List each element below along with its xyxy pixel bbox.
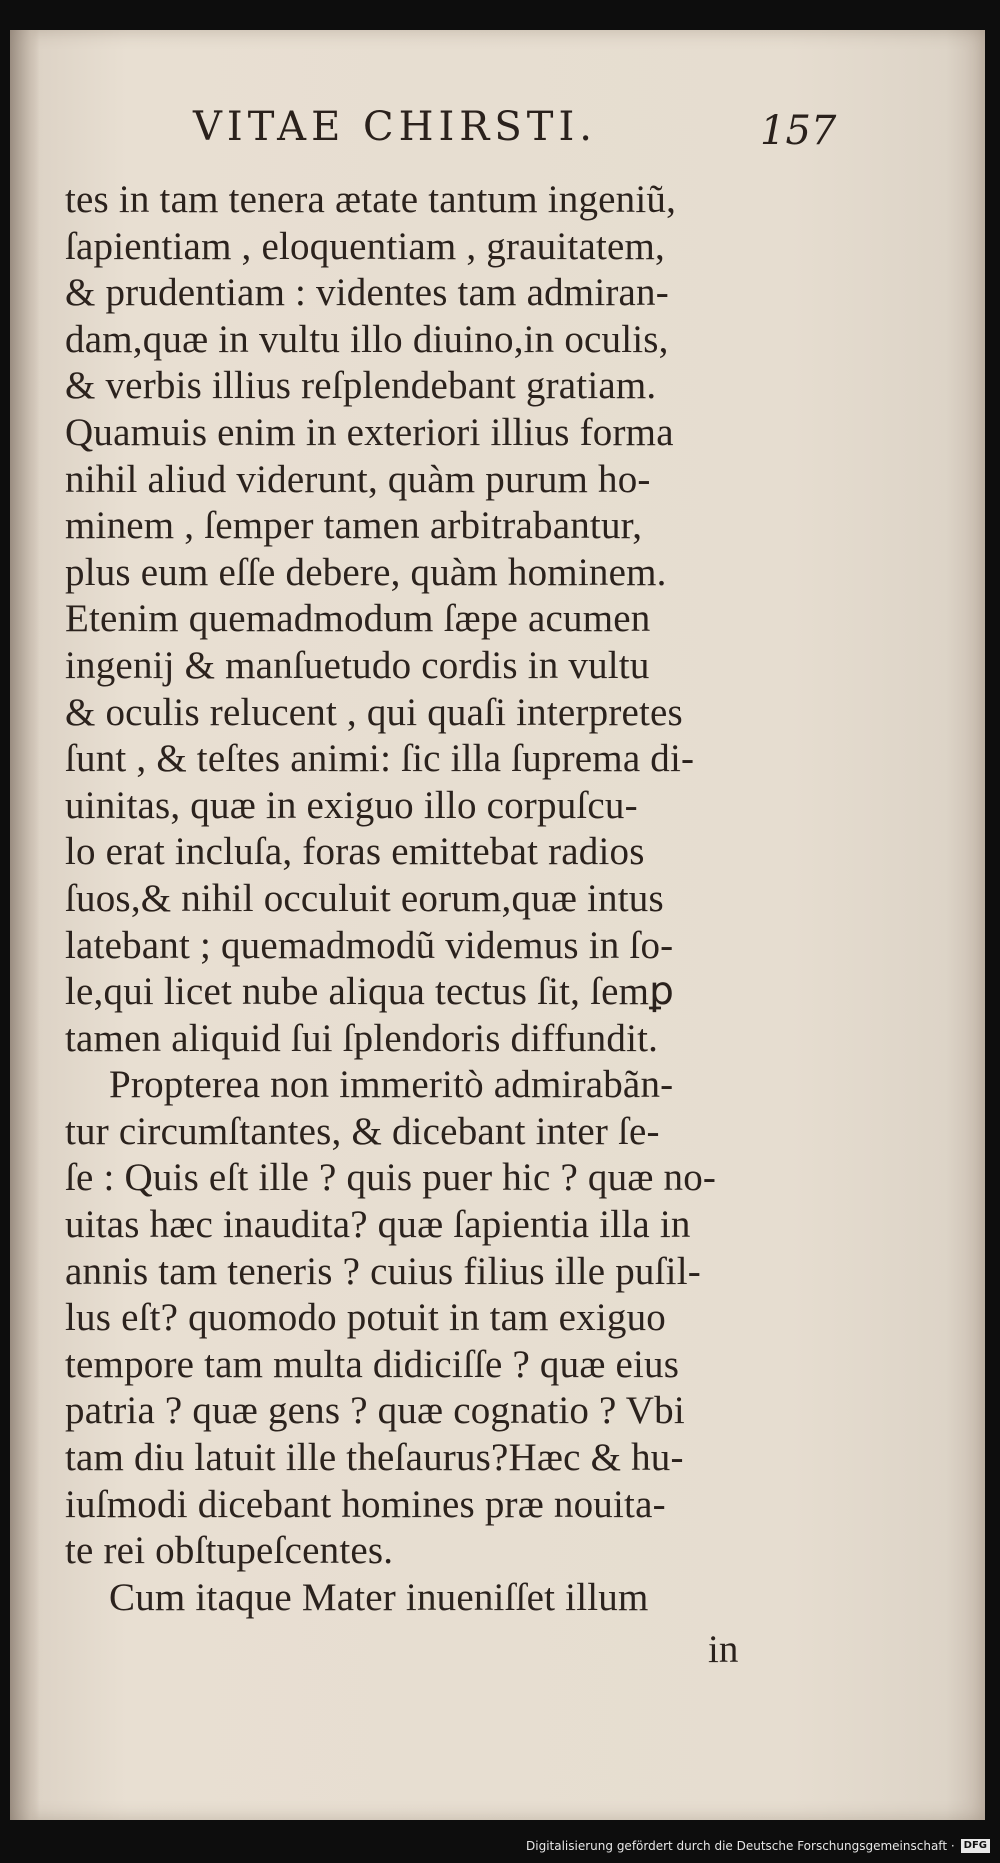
text-line: & oculis relucent , qui quaſi interpretes xyxy=(65,690,683,734)
text-line: minem , ſemper tamen arbitrabantur, xyxy=(65,504,643,548)
text-line: latebant ; quemadmodũ videmus in ſo- xyxy=(65,923,674,967)
text-line: ingenij & manſuetudo cordis in vultu xyxy=(65,643,650,687)
text-line: Cum itaque Mater inueniſſet illum xyxy=(109,1575,649,1619)
text-line: uinitas, quæ in exiguo illo corpuſcu- xyxy=(65,783,638,827)
catchword: in xyxy=(708,1628,739,1671)
text-line: plus eum eſſe debere, quàm hominem. xyxy=(65,550,667,594)
text-line: te rei obſtupeſcentes. xyxy=(65,1529,394,1573)
text-line: tes in tam tenera ætate tantum ingeniũ, xyxy=(65,178,677,221)
page-gutter-shadow xyxy=(10,30,40,1820)
text-line: Propterea non immeritò admirabãn- xyxy=(109,1063,674,1107)
text-line: ſe : Quis eſt ille ? quis puer hic ? quæ no- xyxy=(65,1156,717,1200)
running-title: VITAE CHIRSTI. xyxy=(193,104,597,150)
text-line: dam,quæ in vultu illo diuino,in oculis, xyxy=(65,317,669,361)
text-line: annis tam teneris ? cuius filius ille puſil- xyxy=(65,1249,701,1293)
text-line: lus eſt? quomodo potuit in tam exiguo xyxy=(65,1296,667,1340)
text-line: nihil aliud viderunt, quàm purum ho- xyxy=(65,457,651,501)
page-header xyxy=(10,104,985,164)
text-line: ſapientiam , eloquentiam , grauitatem, xyxy=(65,224,665,268)
text-line: & prudentiam : videntes tam admiran- xyxy=(65,271,669,315)
text-line: Quamuis enim in exteriori illius forma xyxy=(65,410,674,454)
text-line: Etenim quemadmodum ſæpe acumen xyxy=(65,597,651,641)
digitization-credit xyxy=(526,1833,990,1859)
text-line: iuſmodi dicebant homines præ nouita- xyxy=(65,1482,666,1526)
text-line: tur circumſtantes, & dicebant inter ſe- xyxy=(65,1109,660,1153)
text-line: ſuos,& nihil occuluit eorum,quæ intus xyxy=(65,876,664,920)
text-line: ſunt , & teſtes animi: ſic illa ſuprema di- xyxy=(65,737,695,781)
text-line: lo erat incluſa, foras emittebat radios xyxy=(65,830,645,874)
page-number: 157 xyxy=(760,108,837,154)
text-line: tam diu latuit ille theſaurus?Hæc & hu- xyxy=(65,1436,684,1480)
credit-text: Digitalisierung gefördert durch die Deutsche Forschungsgemeinschaft · xyxy=(526,1839,955,1853)
text-line: & verbis illius reſplendebant gratiam. xyxy=(65,364,657,408)
text-line: tamen aliquid ſui ſplendoris diffundit. xyxy=(65,1016,659,1060)
dfg-logo: DFG xyxy=(961,1839,990,1853)
text-line: le,qui licet nube aliqua tectus ſit, ſemꝑ xyxy=(65,970,675,1014)
text-line: patria ? quæ gens ? quæ cognatio ? Vbi xyxy=(65,1389,685,1433)
book-page xyxy=(10,30,985,1820)
text-line: uitas hæc inaudita? quæ ſapientia illa in xyxy=(65,1203,691,1247)
text-line: tempore tam multa didiciſſe ? quæ eius xyxy=(65,1342,680,1386)
body-text xyxy=(65,177,765,1621)
